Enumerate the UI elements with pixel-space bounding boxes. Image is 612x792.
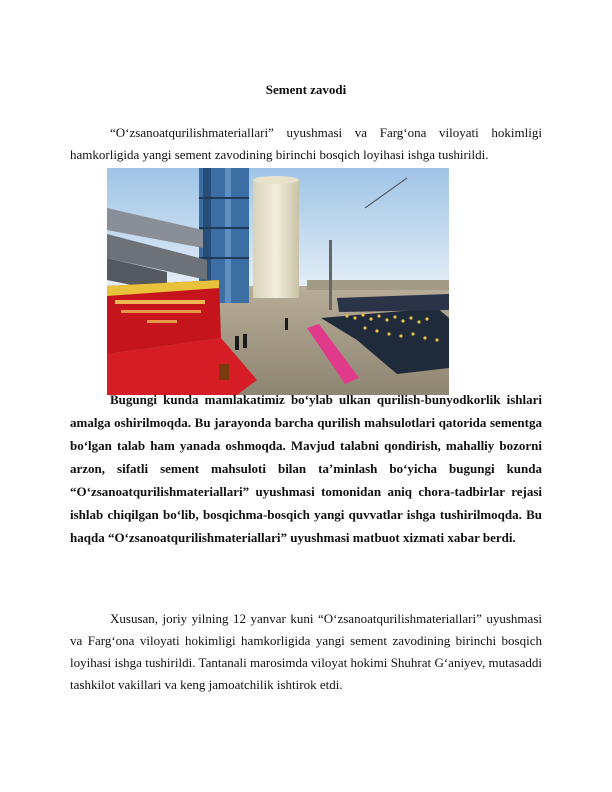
lamp-post	[329, 240, 332, 310]
intro-paragraph: “O‘zsanoatqurilishmateriallari” uyushmasi va Farg‘ona viloyati hokimligi hamkorligida yangi sement zavodining birinchi bosqich loyihasi ishga tushirildi.	[70, 125, 542, 162]
page-title: Sement zavodi	[265, 82, 347, 97]
cement-plant-ceremony-photo	[107, 168, 449, 395]
cement-silo	[253, 176, 299, 298]
body-paragraph-bold: Bugungi kunda mamlakatimiz bo‘ylab ulkan qurilish-bunyodkorlik ishlari amalga oshirilmoqda. Bu jarayonda barcha qurilish mahsulotlari qatorida sementga bo‘lgan talab ham yanada oshmoqda. Mavjud talabni qondirish, mahalliy bozorni arzon, sifatli sement mahsuloti bilan ta’minlash bo‘yicha bugungi kunda “O‘zsanoatqurilishmateriallari” uyushmasi tomonidan aniq chora-tadbirlar rejasi ishlab chiqilgan bo‘lib, bosqichma-bosqich yangi quvvatlar ishga tushirilmoqda. Bu haqda “O‘zsanoatqurilishmateriallari” uyushmasi matbuot xizmati xabar berdi.	[70, 392, 542, 545]
closing-paragraph: Xususan, joriy yilning 12 yanvar kuni “O‘zsanoatqurilishmateriallari” uyushmasi va Farg‘ona viloyati hokimligi hamkorligida yangi sement zavodining birinchi bosqich loyihasi ishga tushirildi. Tantanali marosimda viloyat hokimi Shuhrat G‘aniyev, mutasaddi tashkilot vakillari va keng jamoatchilik ishtirok etdi.	[70, 611, 542, 692]
photo-illustration	[107, 168, 449, 395]
podium	[219, 364, 229, 380]
